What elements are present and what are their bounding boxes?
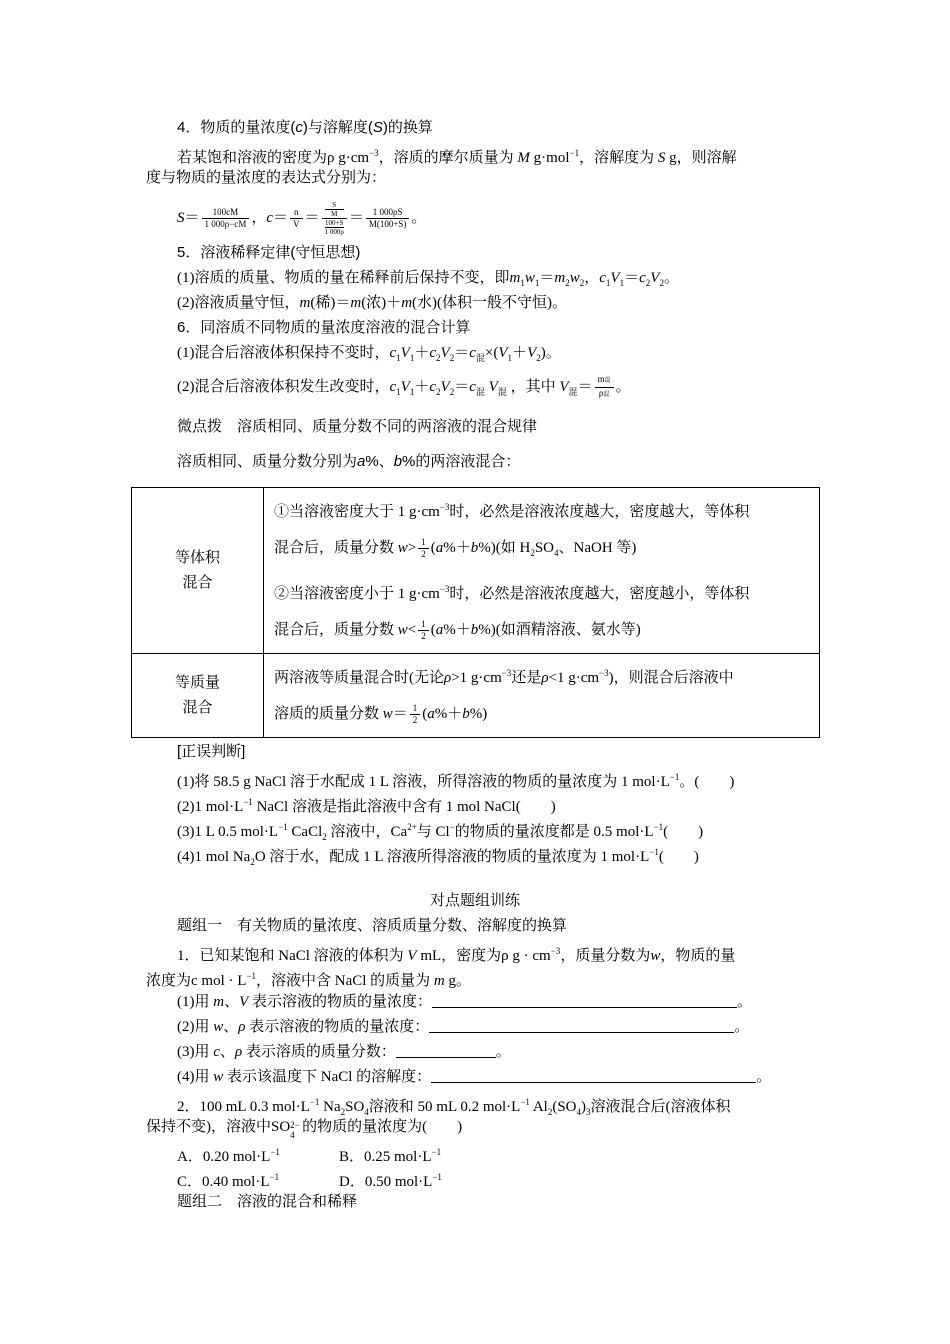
table-row bbox=[132, 488, 820, 654]
option-b[interactable]: B．0.25 $mol\cdot L^{-1}$ bbox=[339, 1147, 442, 1165]
table-cell-equal-mass: 两溶液等质量混合时(无论ρ>1 $g\cdot cm^{-3}$还是ρ<1 $g\cdot cm^{-3}$)，则混合后溶液中 溶质的质量分数 w＝ $\frac{1}{2}$ (a%＋b%) bbox=[264, 654, 820, 738]
option-a[interactable]: A．0.20 $mol\cdot L^{-1}$ bbox=[177, 1147, 280, 1165]
table-row-head-equal-volume: 等体积 混合 bbox=[132, 488, 264, 654]
answer-blank-4[interactable] bbox=[431, 1068, 756, 1083]
judge-item-1: (1)将 58.5 g NaCl 溶于水配成 1 L 溶液，所得溶液的物质的量浓度为 1 $mol\cdot L^{-1}$。( ) bbox=[177, 772, 735, 790]
table-row bbox=[132, 654, 820, 738]
problem-1-sub-4: (4)用 w 表示该温度下 NaCl 的溶解度： 。 bbox=[177, 1069, 772, 1085]
judge-item-3: (3)1 L 0.5 $mol\cdot L^{-1}$ CaCl$_2$ 溶液中，$Ca^{2+}$与 Cl−的物质的量浓度都是 0.5 $mol\cdot L^{-1}$( ) bbox=[177, 822, 704, 842]
judge-item-4: (4)1 mol $Na_2O$ 溶于水，配成 1 L 溶液所得溶液的物质的量浓度为 1 $mol\cdot L^{-1}$( ) bbox=[177, 847, 699, 867]
problem-2-line-2: 保持不变)，溶液中SO 2− 4 的物质的量浓度为( ) bbox=[146, 1119, 463, 1140]
solubility-formula: S＝ $\frac{100cM}{1 000\rho-cM}$ ，c＝ $\frac{n}{V}$ ＝ S M 100+S 1 000ρ ＝ $\frac{1 000\rho S}{M(100+S)}$ 。 bbox=[177, 201, 427, 236]
section-6-title: 6．同溶质不同物质的量浓度溶液的混合计算 bbox=[177, 319, 471, 336]
judge-title: [正误判断] bbox=[177, 743, 246, 760]
answer-blank-3[interactable] bbox=[396, 1043, 496, 1058]
problem-1-sub-1: (1)用 m、V 表示溶液的物质的量浓度： 。 bbox=[177, 994, 753, 1010]
section-5-line-2: (2)溶液质量守恒，m(稀)＝m(浓)＋m(水)(体积一般不守恒)。 bbox=[177, 295, 568, 311]
mixed-volume-fraction: $\frac{\text{m混}}{\text{ρ混}}$ bbox=[595, 374, 614, 401]
problem-1-sub-2: (2)用 w、ρ 表示溶液的物质的量浓度： 。 bbox=[177, 1019, 750, 1035]
table-cell-equal-volume: ①当溶液密度大于 1 $g\cdot cm^{-3}$时，必然是溶液浓度越大，密度越大，等体积 混合后，质量分数 w> $\frac{1}{2}$ (a%＋b%)(如 $H_2SO_4$、NaOH 等) ②当溶液密度小于 1 $g\cdot cm^{-3}$时，必然是溶液浓度越大，密度越小，等体积 混合后，质量分数 w< $\frac{1}{2}$ (a%＋b%)(如酒精溶液、氨水等) bbox=[264, 488, 820, 654]
section-4-title: 4．物质的量浓度(c)与溶解度(S)的换算 bbox=[177, 119, 433, 136]
tip-title: 微点拨 溶质相同、质量分数不同的两溶液的混合规律 bbox=[177, 418, 538, 435]
section-5-title: 5．溶液稀释定律(守恒思想) bbox=[177, 244, 361, 261]
practice-group-2: 题组二 溶液的混合和稀释 bbox=[177, 1193, 358, 1210]
option-d[interactable]: D．0.50 $mol\cdot L^{-1}$ bbox=[339, 1172, 442, 1190]
answer-blank-2[interactable] bbox=[429, 1018, 734, 1033]
practice-heading: 对点题组训练 bbox=[429, 892, 520, 909]
formula-fraction-2: $\frac{n}{V}$ bbox=[290, 207, 303, 230]
section-4-line-2: 度与物质的量浓度的表达式分别为： bbox=[146, 170, 387, 186]
formula-fraction-4: $\frac{1 000\rho S}{M(100+S)}$ bbox=[366, 207, 410, 230]
tip-intro: 溶质相同、质量分数分别为a%、b%的两溶液混合： bbox=[177, 453, 521, 470]
option-c[interactable]: C．0.40 $mol\cdot L^{-1}$ bbox=[177, 1172, 280, 1190]
section-5-line-1: (1)溶质的质量、物质的量在稀释前后保持不变，即$m_1w_1=m_2w_2$，$c_1V_1=c_2V_2$。 bbox=[177, 270, 679, 288]
table-row-head-equal-mass: 等质量 混合 bbox=[132, 654, 264, 738]
judge-item-2: (2)1 $mol\cdot L^{-1}$ NaCl 溶液是指此溶液中含有 1 mol NaCl( ) bbox=[177, 797, 556, 815]
problem-2-line-1: 2．100 mL 0.3 $mol\cdot L^{-1}$ $Na_2SO_4$溶液和 50 mL 0.2 $mol\cdot L^{-1}$ $Al_2(SO_4)_3$溶液混合后(溶液体积 bbox=[177, 1097, 731, 1117]
problem-1-sub-3: (3)用 c、ρ 表示溶质的质量分数： 。 bbox=[177, 1044, 511, 1060]
practice-group-1: 题组一 有关物质的量浓度、溶质质量分数、溶解度的换算 bbox=[177, 917, 568, 934]
problem-1-line-2: 浓度为c mol · $L^{-1}$，溶液中含 NaCl 的质量为 m g。 bbox=[146, 971, 472, 989]
answer-blank-1[interactable] bbox=[432, 993, 737, 1008]
mixing-rule-table bbox=[131, 487, 820, 738]
formula-fraction-3: S M 100+S 1 000ρ bbox=[322, 201, 347, 236]
section-4-line-1: 若某饱和溶液的密度为ρ $g\cdot cm^{-3}$，溶质的摩尔质量为 M g·mol$^{-1}$，溶解度为 S g，则溶解 bbox=[177, 148, 737, 166]
section-6-line-1: (1)混合后溶液体积保持不变时，$c_1V_1+c_2V_2=c_混\times(V_1+V_2)$。 bbox=[177, 345, 561, 363]
problem-1-line-1: 1．已知某饱和 NaCl 溶液的体积为 V mL，密度为ρ $g \cdot cm^{-3}$，质量分数为w，物质的量 bbox=[177, 946, 736, 964]
formula-fraction-1: $\frac{100cM}{1 000\rho-cM}$ bbox=[202, 207, 250, 230]
section-6-line-2: (2)混合后溶液体积发生改变时，$c_1V_1+c_2V_2=c_混$ $V_混$ ，其中 $V_混=$ $\frac{\text{m混}}{\text{ρ混}}$ 。 bbox=[177, 372, 631, 407]
